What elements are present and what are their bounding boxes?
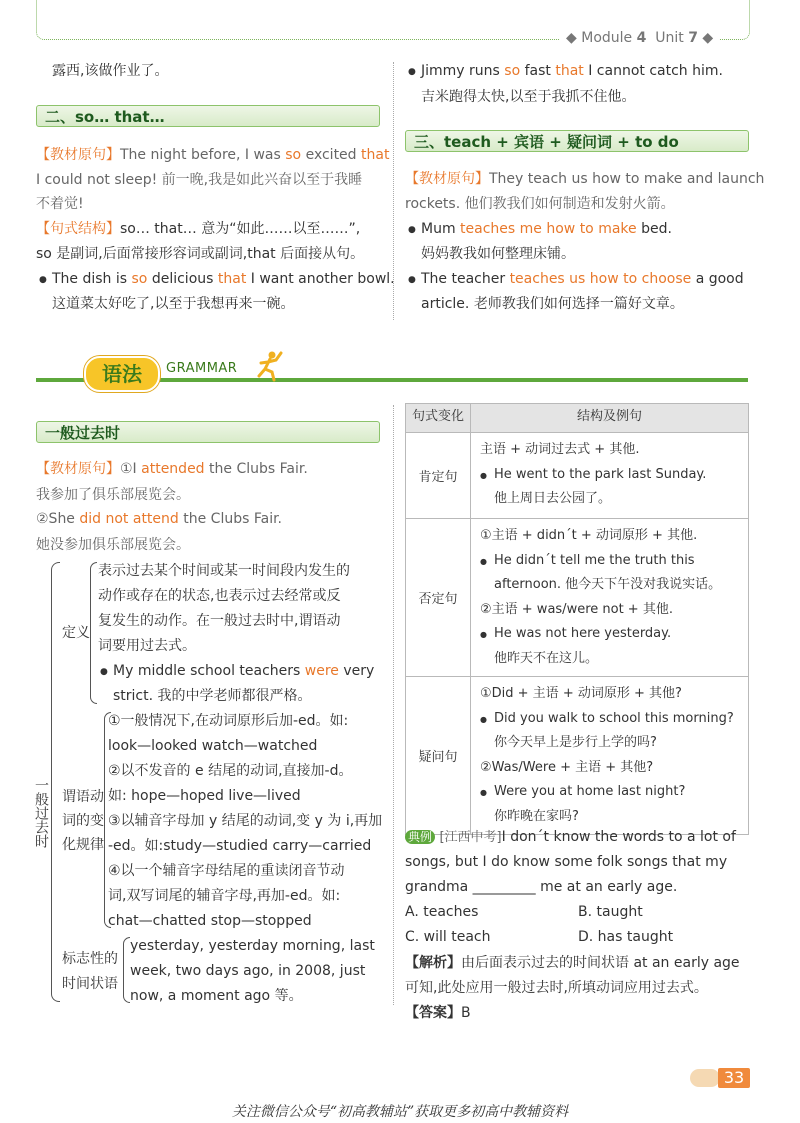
signal-label: 标志性的 [62, 951, 118, 967]
analysis-text: 【解析】由后面表示过去的时间状语 at an early age [405, 955, 740, 971]
row-label: 否定句 [406, 519, 471, 677]
table-header-row [406, 404, 749, 433]
column-divider [393, 405, 394, 1005]
option-c: C. will teach [405, 929, 491, 945]
original-sentence-line2: I could not sleep! 前一晚,我是如此兴奋以至于我睡 [36, 172, 363, 188]
module-unit-label: ◆ Module 4 Unit 7 ◆ [560, 30, 719, 46]
definition-example-line2: strict. 我的中学老师都很严格。 [113, 688, 312, 704]
rule-line: 如: hope—hoped live—lived [108, 788, 301, 804]
row-label: 肯定句 [406, 433, 471, 519]
option-b: B. taught [578, 904, 643, 920]
section-heading-so-that: 二、so… that… [36, 105, 380, 127]
example-sentence-line2: article. 老师教我们如何选择一篇好文章。 [421, 296, 684, 312]
definition-line: 表示过去某个时间或某一时间段内发生的 [98, 563, 350, 579]
cell-example: ● He didn´t tell me the truth this [480, 549, 741, 574]
cell-line: 主语 + 动词过去式 + 其他. [480, 442, 640, 457]
rule-line: look—looked watch—watched [108, 738, 318, 754]
cell-translation: 他上周日去公园了。 [494, 491, 612, 506]
rules-label: 谓语动 [62, 789, 104, 805]
original-translation: 我参加了俱乐部展览会。 [36, 487, 190, 503]
rule-line: 词,双写词尾的辅音字母,再加-ed。如: [108, 888, 341, 904]
example-translation: 妈妈教我如何整理床铺。 [421, 246, 575, 262]
option-d: D. has taught [578, 929, 674, 945]
rule-line: ③以辅音字母加 y 结尾的动词,变 y 为 i,再加 [108, 813, 383, 829]
diamond-icon: ◆ [566, 30, 577, 46]
definition-line: 复发生的动作。在一般过去时中,谓语动 [98, 613, 341, 629]
example-question-line2: songs, but I do know some folk songs that my [405, 854, 728, 870]
rule-line: -ed。如:study—studied carry—carried [108, 838, 372, 854]
definition-line: 词要用过去式。 [98, 638, 196, 654]
cell-example: ● Did you walk to school this morning? [480, 707, 741, 732]
grammar-badge: 语法 [84, 356, 160, 392]
definition-line: 动作或存在的状态,也表示过去经常或反 [98, 588, 341, 604]
signal-line: week, two days ago, in 2008, just [130, 963, 366, 979]
rule-line: ①一般情况下,在动词原形后加-ed。如: [108, 713, 349, 729]
table-row [406, 519, 749, 677]
grammar-table [405, 403, 749, 835]
answer-text: 【答案】B [405, 1005, 471, 1021]
original-sentence-line3: 不着觉! [36, 196, 84, 212]
runner-icon [252, 348, 286, 382]
signal-label: 时间状语 [62, 976, 118, 992]
original-sentence: 【教材原句】They teach us how to make and launch [405, 171, 765, 187]
cell-translation: 你昨晚在家吗? [494, 808, 579, 824]
page-number: 33 [718, 1068, 750, 1088]
example-question-line1: 典例 [江西中考]I don´t know the words to a lot of [405, 828, 736, 847]
definition-brace [90, 562, 97, 704]
cell-example: ● Were you at home last night? [480, 780, 741, 805]
cell-line: ②Was/Were + 主语 + 其他? [480, 759, 654, 775]
footer-text: 关注微信公众号“初高教辅站”获取更多初高中教辅资料 [231, 1104, 569, 1120]
diamond-icon: ◆ [702, 30, 714, 46]
outer-brace [51, 562, 60, 1002]
signal-brace [123, 937, 130, 1003]
cell-line: ①Did + 主语 + 动词原形 + 其他? [480, 686, 682, 701]
example-sentence: ● Jimmy runs so fast that I cannot catch him. [421, 62, 723, 80]
option-a: A. teaches [405, 904, 479, 920]
signal-line: yesterday, yesterday morning, last [130, 938, 375, 954]
rule-line: ②以不发音的 e 结尾的动词,直接加-d。 [108, 763, 353, 779]
table-header: 结构及例句 [471, 404, 749, 433]
original-sentence: 【教材原句】The night before, I was so excited that [36, 147, 390, 163]
page-number-ornament [690, 1069, 720, 1087]
cell-translation: afternoon. 他今天下午没对我说实话。 [494, 577, 722, 592]
example-tag: 典例 [405, 830, 435, 844]
section-heading-past-tense: 一般过去时 [36, 421, 380, 443]
original-sentence-2: ②She did not attend the Clubs Fair. [36, 511, 282, 527]
rule-line: ④以一个辅音字母结尾的重读闭音节动 [108, 863, 345, 879]
analysis-text-line2: 可知,此处应用一般过去时,所填动词应用过去式。 [405, 980, 708, 996]
continued-text: 露西,该做作业了。 [52, 63, 169, 79]
cell-line: ①主语 + didn´t + 动词原形 + 其他. [480, 528, 698, 543]
example-sentence: ● The teacher teaches us how to choose a good [421, 270, 744, 288]
rules-label: 词的变 [62, 813, 104, 829]
example-sentence: ● The dish is so delicious that I want another bowl. [52, 270, 395, 288]
example-translation: 这道菜太好吃了,以至于我想再来一碗。 [52, 296, 295, 312]
cell-translation: 你今天早上是步行上学的吗? [494, 735, 657, 750]
example-sentence: ● Mum teaches me how to make bed. [421, 220, 672, 238]
table-row [406, 677, 749, 835]
original-translation-2: 她没参加俱乐部展览会。 [36, 537, 190, 553]
original-sentence-line2: rockets. 他们教我们如何制造和发射火箭。 [405, 196, 675, 212]
structure-text: 【句式结构】so… that… 意为“如此……以至……”, [36, 221, 361, 237]
rules-label: 化规律 [62, 837, 104, 853]
structure-text-line2: so 是副词,后面常接形容词或副词,that 后面接从句。 [36, 246, 365, 262]
cell-translation: 他昨天不在这儿。 [494, 650, 599, 666]
table-row [406, 433, 749, 519]
row-label: 疑问句 [406, 677, 471, 835]
section-heading-teach: 三、teach + 宾语 + 疑问词 + to do [405, 130, 749, 152]
cell-example: ● He went to the park last Sunday. [480, 463, 741, 488]
definition-example: ● My middle school teachers were very [113, 662, 374, 680]
definition-label: 定义 [62, 625, 90, 641]
cell-example: ● He was not here yesterday. [480, 622, 741, 647]
cell-line: ②主语 + was/were not + 其他. [480, 601, 673, 617]
table-header: 句式变化 [406, 404, 471, 433]
side-label: 一般过去时 [33, 778, 49, 848]
original-sentence: 【教材原句】①I attended the Clubs Fair. [36, 461, 308, 477]
rule-line: chat—chatted stop—stopped [108, 913, 312, 929]
signal-line: now, a moment ago 等。 [130, 988, 303, 1004]
grammar-label: GRAMMAR [166, 361, 238, 376]
example-question-line3: grandma _________ me at an early age. [405, 879, 678, 895]
example-translation: 吉米跑得太快,以至于我抓不住他。 [421, 89, 636, 105]
